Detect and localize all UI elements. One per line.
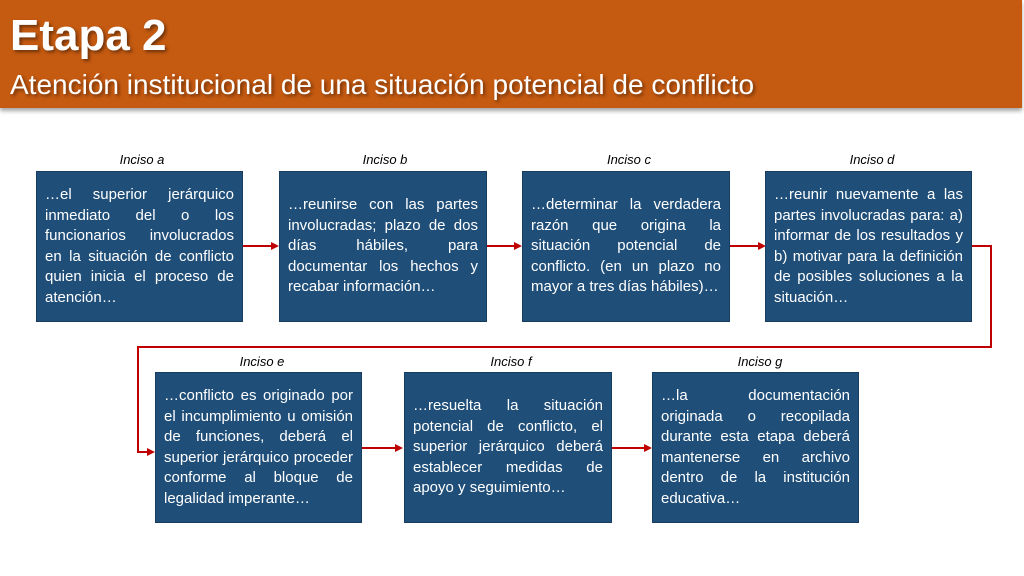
- step-box-f: [404, 372, 612, 523]
- step-label-e: Inciso e: [239, 354, 285, 369]
- step-label-g: Inciso g: [737, 354, 783, 369]
- step-text-c: …determinar la verdadera razón que origina la situación potencial de conflicto. (en un plazo no mayor a tres días hábiles)…: [531, 196, 721, 296]
- step-text-d: …reunir nuevamente a las partes involucradas para: a) informar de los resultados y b) motivar para la definición de posibles soluciones a la situación…: [774, 186, 963, 306]
- step-label-b: Inciso b: [362, 152, 408, 167]
- step-text-a: …el superior jerárquico inmediato del o los funcionarios involucrados en la situación de conflicto quien inicia el proceso de atención…: [45, 186, 234, 306]
- slide-subtitle: Atención institucional de una situación potencial de conflicto: [10, 69, 755, 100]
- step-label-d: Inciso d: [849, 152, 895, 167]
- step-label-a: Inciso a: [119, 152, 165, 167]
- step-text-e: …conflicto es originado por el incumplimiento u omisión de funciones, deberá el superior jerárquico proceder conforme al bloque de legalidad imperante…: [164, 387, 353, 507]
- step-text-g: …la documentación originada o recopilada durante esta etapa deberá mantenerse en archivo dentro de la institución educativa…: [661, 387, 850, 507]
- step-label-f: Inciso f: [490, 354, 532, 369]
- step-label-c: Inciso c: [606, 152, 652, 167]
- step-box-e: [155, 372, 362, 523]
- step-box-g: [652, 372, 859, 523]
- step-text-f: …resuelta la situación potencial de conflicto, el superior jerárquico deberá establecer medidas de apoyo y seguimiento…: [413, 397, 603, 497]
- slide-title: Etapa 2: [10, 11, 167, 60]
- step-text-b: …reunirse con las partes involucradas; plazo de dos días hábiles, para documentar los hechos y recabar información…: [288, 196, 478, 296]
- step-box-d: [765, 171, 972, 322]
- step-box-a: [36, 171, 243, 322]
- step-box-b: [279, 171, 487, 322]
- step-box-c: [522, 171, 730, 322]
